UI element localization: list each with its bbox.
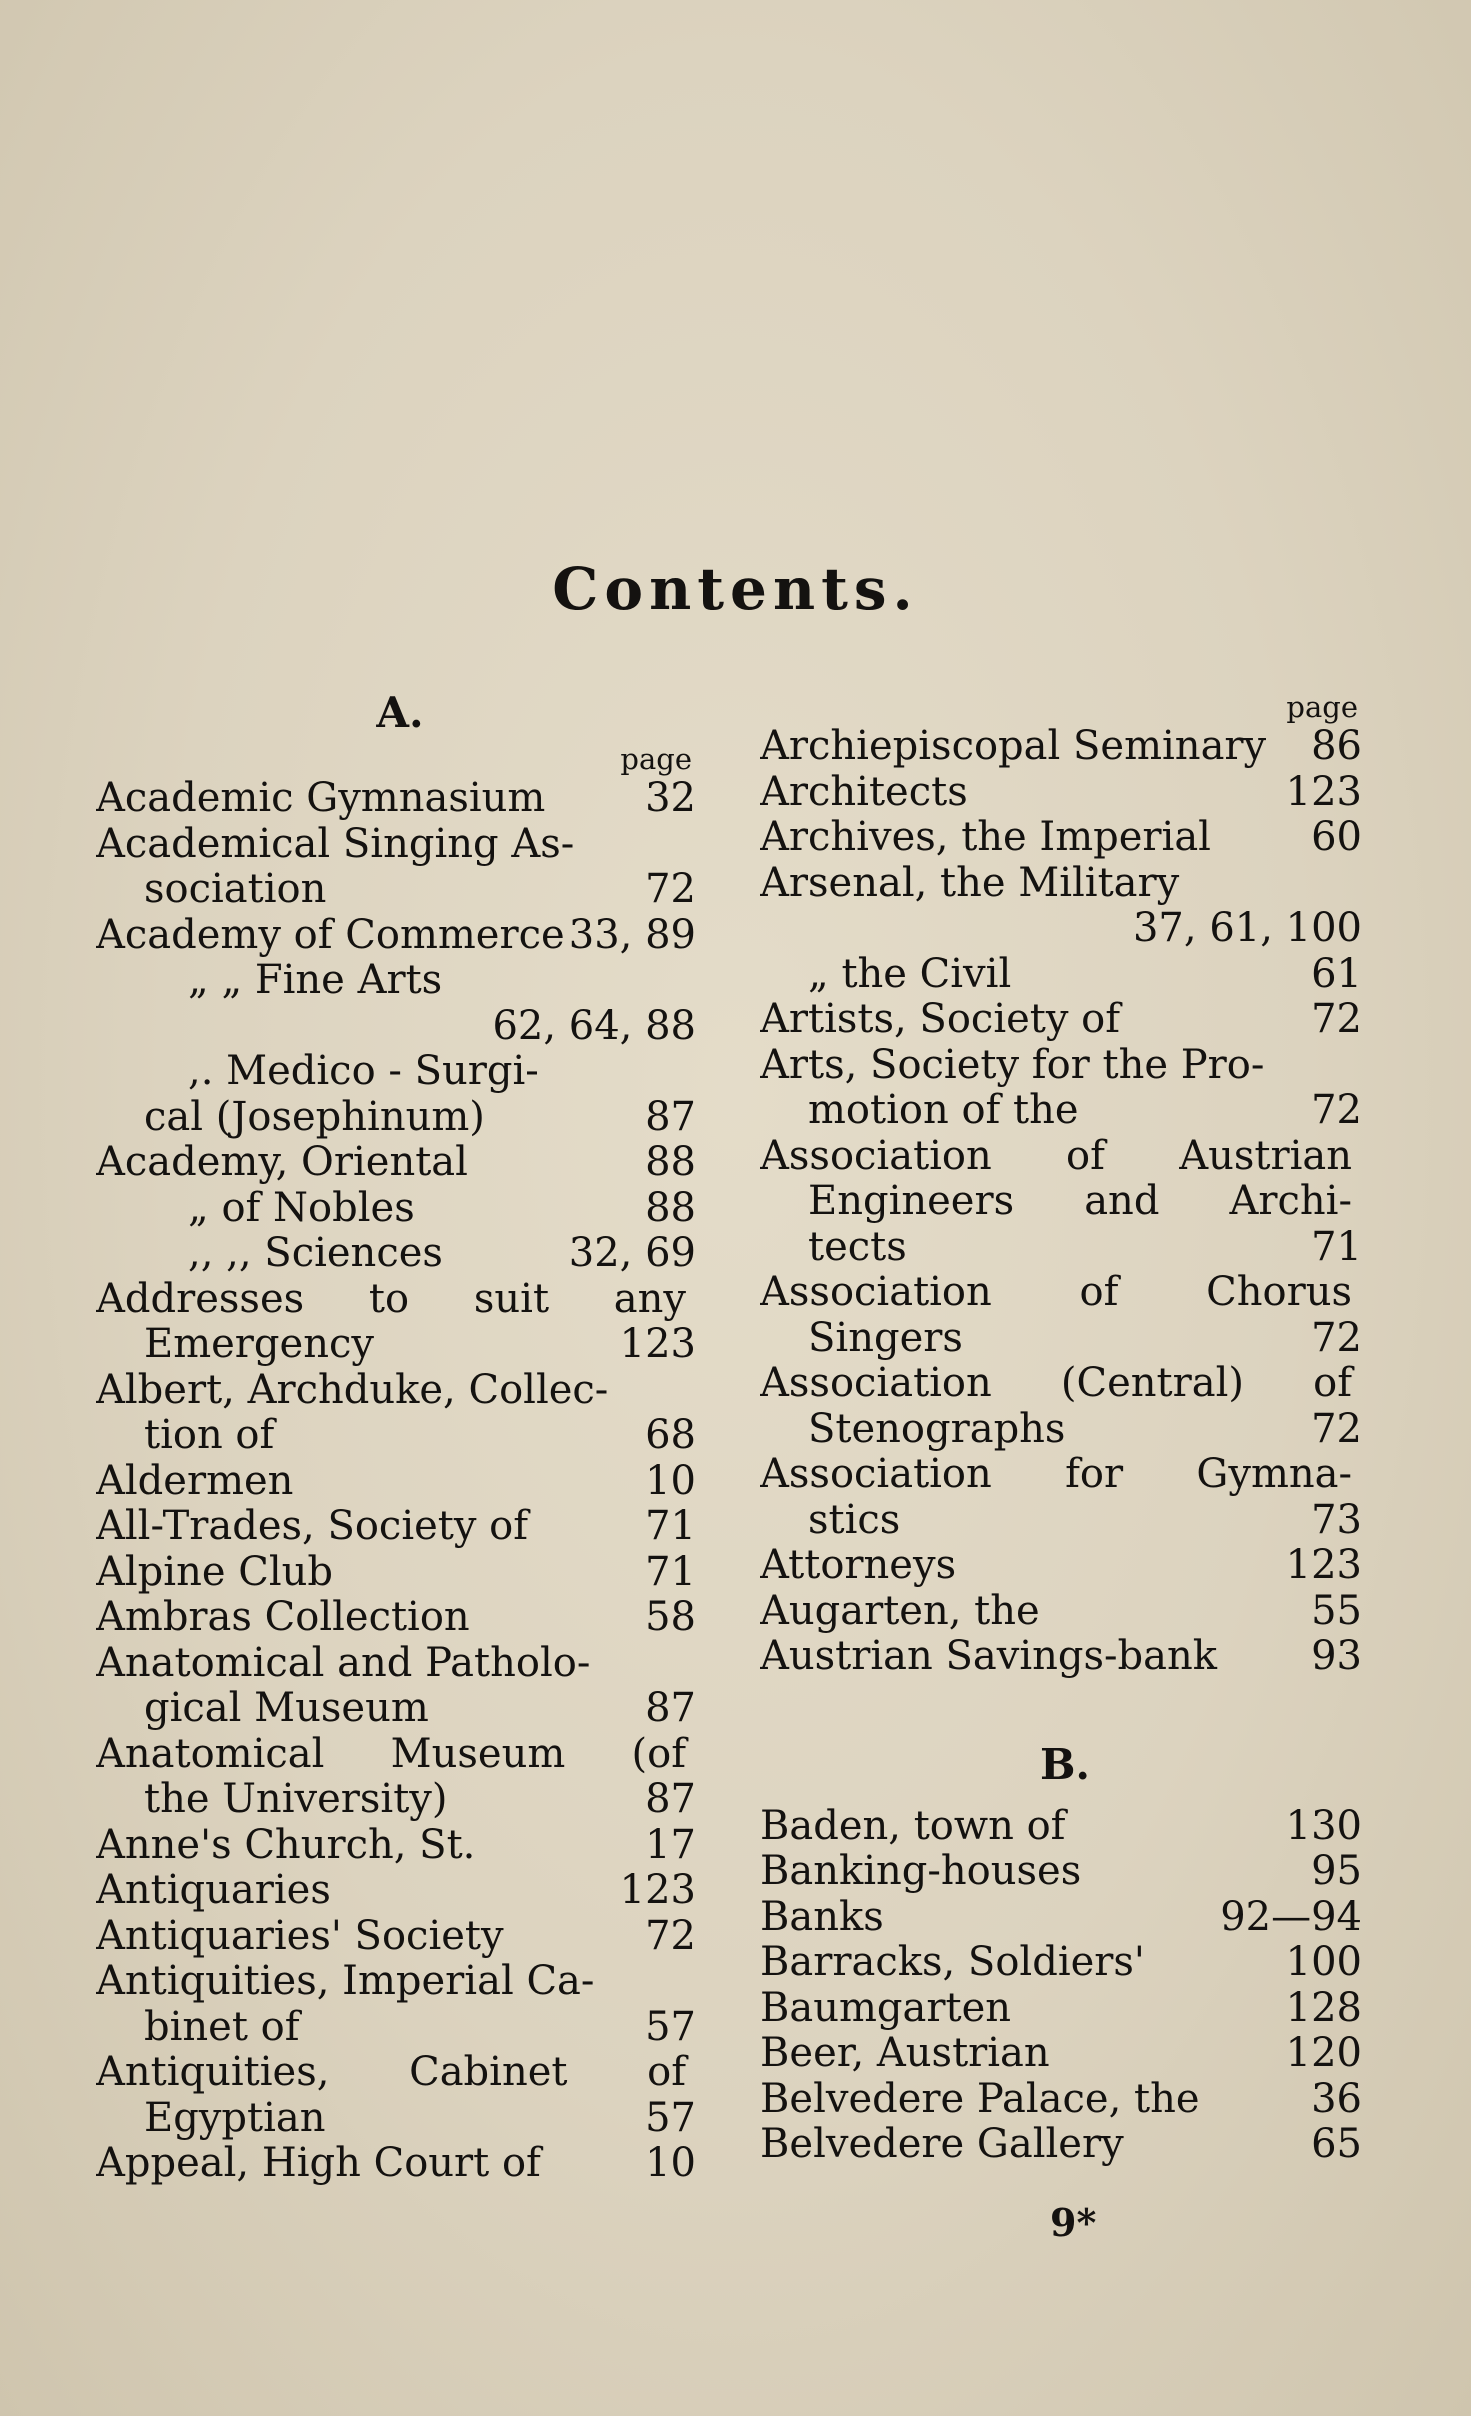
index-entry-text: Archives, the Imperial (760, 815, 1211, 860)
index-entry-text: sociation (144, 867, 327, 912)
index-entry-text: Baumgarten (760, 1985, 1012, 2031)
index-entry-text: Alpine Club (96, 1549, 333, 1595)
index-entry-page: 72 (1311, 1087, 1362, 1133)
index-entry-page: 32, 69 (568, 1230, 696, 1276)
index-entry-page: 130 (1285, 1802, 1362, 1849)
index-entry-text: Artists, Society of (760, 997, 1121, 1042)
index-entry-page: 120 (1285, 2030, 1362, 2076)
index-entry (760, 1986, 1362, 2032)
page-column-label: page (620, 742, 692, 776)
index-entry (96, 913, 696, 959)
index-entry (760, 1270, 1362, 1316)
index-entry (96, 1686, 696, 1732)
index-entry-page: 65 (1311, 2121, 1362, 2167)
index-entry (760, 815, 1362, 861)
index-entry-page: 123 (1285, 1542, 1362, 1588)
index-entry (96, 1732, 696, 1778)
index-entry-text: ,, ,, Sciences (188, 1231, 443, 1276)
index-entry-text: Anatomical and Patholo- (96, 1640, 591, 1686)
index-entry-text: Academy of Commerce (96, 912, 565, 958)
index-entries-b (760, 1804, 1362, 2168)
section-letter-a: A. (376, 688, 424, 737)
index-entry (760, 724, 1362, 770)
index-entry-text: „ the Civil (808, 951, 1012, 997)
index-entry-page: 68 (645, 1412, 696, 1458)
index-entry-text: cal (Josephinum) (144, 1094, 485, 1140)
index-entry (760, 770, 1362, 816)
index-entry-text: Archiepiscopal Seminary (760, 724, 1267, 769)
index-entry (760, 1361, 1362, 1407)
index-entry (760, 1895, 1362, 1941)
index-entry-text: Arsenal, the Military (760, 860, 1180, 906)
index-entry (760, 906, 1362, 952)
index-column-left (96, 690, 696, 2187)
index-entry-text: Banks (760, 1894, 884, 1940)
index-entry (96, 2096, 696, 2142)
index-entry-page: 57 (645, 2003, 696, 2050)
index-entry-page: 37, 61, 100 (1132, 905, 1362, 951)
index-entry (96, 1777, 696, 1823)
section-letter-b: B. (1039, 1739, 1091, 1789)
index-entry-text: Arts, Society for the Pro- (760, 1042, 1265, 1088)
index-entry-text: Augarten, the (760, 1588, 1040, 1634)
index-entry (760, 1452, 1362, 1498)
index-entry-page: 58 (645, 1594, 696, 1640)
index-entry-page: 33, 89 (568, 911, 696, 958)
index-entry (760, 2077, 1362, 2123)
index-entry (760, 1849, 1362, 1895)
page-title: Contents. (552, 555, 919, 623)
index-entry (96, 958, 696, 1004)
index-entry-page: 95 (1311, 1848, 1362, 1894)
index-entry-text: tion of (144, 1413, 275, 1458)
index-entry (760, 2122, 1362, 2168)
index-entry-text: binet of (144, 2004, 300, 2050)
index-entry (760, 1804, 1362, 1850)
index-entry (760, 1043, 1362, 1089)
index-entry (96, 1322, 696, 1368)
index-entry-page: 93 (1311, 1633, 1362, 1679)
index-entries-a-left (96, 776, 696, 2187)
index-entry-page: 61 (1311, 950, 1362, 997)
index-entry (96, 1595, 696, 1641)
index-entry-text: Addresses to suit any (96, 1276, 686, 1322)
index-entry (760, 861, 1362, 907)
index-entry (96, 1550, 696, 1596)
index-entry-text: stics (808, 1497, 901, 1543)
index-entry-page: 72 (1311, 996, 1362, 1042)
index-entry-text: All-Trades, Society of (96, 1504, 529, 1549)
index-entry-text: Appeal, High Court of (96, 2141, 541, 2186)
index-entry-text: Singers (808, 1315, 963, 1361)
index-entry-page: 71 (1311, 1223, 1362, 1270)
index-entry (96, 1868, 696, 1914)
index-entry-page: 123 (619, 1867, 696, 1913)
index-entry-page: 123 (619, 1321, 696, 1367)
index-entry (760, 1634, 1362, 1680)
index-entry-page: 128 (1285, 1984, 1362, 2031)
index-entry-page: 72 (1311, 1314, 1362, 1361)
index-entry (760, 1225, 1362, 1271)
index-entry-page: 123 (1285, 768, 1362, 815)
index-entry-text: Banking-houses (760, 1849, 1082, 1894)
index-entry-page: 87 (645, 1776, 696, 1822)
index-entry-text: Association (Central) of (760, 1361, 1352, 1406)
index-entry-text: „ of Nobles (188, 1185, 415, 1231)
index-entry (96, 1140, 696, 1186)
index-entry (760, 1316, 1362, 1362)
index-entry (760, 1407, 1362, 1453)
index-entry-text: Albert, Archduke, Collec- (96, 1367, 609, 1413)
index-entry-text: Baden, town of (760, 1803, 1066, 1849)
index-entry-text: tects (808, 1224, 907, 1270)
index-entry-text: Stenographs (808, 1406, 1066, 1452)
index-entry (760, 1179, 1362, 1225)
index-entry-text: Ambras Collection (96, 1595, 470, 1640)
index-entry-text: Antiquaries (96, 1868, 331, 1913)
index-entry-text: Antiquaries' Society (96, 1913, 504, 1959)
index-entry (96, 2141, 696, 2187)
index-entry (760, 1940, 1362, 1986)
index-entry (760, 1088, 1362, 1134)
index-entry-text: Association of Austrian (760, 1133, 1352, 1179)
index-entry (96, 1459, 696, 1505)
index-entry-text: motion of the (808, 1088, 1079, 1133)
index-entry (96, 2050, 696, 2096)
index-entry-text: Association for Gymna- (760, 1452, 1352, 1497)
index-entry-text: Architects (760, 769, 968, 815)
index-entry-text: Emergency (144, 1322, 374, 1367)
index-entry (96, 1641, 696, 1687)
page-column-label: page (1286, 690, 1358, 724)
index-entry (96, 822, 696, 868)
index-entry (96, 1914, 696, 1960)
index-entry-text: Belvedere Palace, the (760, 2076, 1200, 2122)
index-entry-text: Association of Chorus (760, 1270, 1352, 1315)
index-entry (760, 997, 1362, 1043)
index-entry-text: „ „ Fine Arts (188, 958, 443, 1003)
index-entry-page: 57 (645, 2094, 696, 2141)
index-entry (96, 1504, 696, 1550)
index-entry (760, 1589, 1362, 1635)
index-entry-page: 71 (645, 1548, 696, 1595)
index-entry (96, 1095, 696, 1141)
index-entry (96, 1413, 696, 1459)
index-entry-page: 73 (1311, 1496, 1362, 1543)
index-entry (96, 1049, 696, 1095)
index-entry-page: 60 (1311, 814, 1362, 860)
index-entry-page: 32 (645, 775, 696, 821)
index-column-right (760, 690, 1362, 2168)
index-entry (96, 1277, 696, 1323)
index-entry-text: Belvedere Gallery (760, 2122, 1124, 2167)
index-entry-page: 72 (645, 866, 696, 912)
index-entry-page: 10 (645, 2140, 696, 2186)
index-entry-page: 72 (1311, 1405, 1362, 1452)
index-entry-text: Aldermen (96, 1458, 294, 1504)
index-entry-page: 86 (1311, 723, 1362, 769)
index-entry (96, 1823, 696, 1869)
index-entry (96, 867, 696, 913)
index-entry-text: Academic Gymnasium (96, 776, 546, 821)
index-entry-page: 87 (645, 1685, 696, 1731)
index-entry (760, 2031, 1362, 2077)
index-entry-page: 72 (645, 1912, 696, 1959)
index-entry (96, 1959, 696, 2005)
index-entry (760, 1543, 1362, 1589)
index-entry (760, 1134, 1362, 1180)
index-entry-page: 62, 64, 88 (492, 1002, 696, 1049)
index-entry-text: Egyptian (144, 2095, 326, 2141)
index-entry-text: Academy, Oriental (96, 1140, 468, 1185)
index-entry (760, 952, 1362, 998)
folio-number: 9* (1050, 2200, 1097, 2245)
index-entry (96, 2005, 696, 2051)
index-entry (96, 1186, 696, 1232)
index-entry-text: ,. Medico - Surgi- (188, 1049, 539, 1094)
index-entry-page: 87 (645, 1093, 696, 1140)
index-entry-text: Engineers and Archi- (808, 1179, 1352, 1224)
index-entry-text: Beer, Austrian (760, 2031, 1050, 2076)
index-entry-text: Antiquities, Cabinet of (96, 2050, 686, 2095)
index-entry-page: 88 (645, 1184, 696, 1231)
index-entry-page: 55 (1311, 1587, 1362, 1634)
index-entry-page: 88 (645, 1139, 696, 1185)
index-entry-text: Attorneys (760, 1543, 957, 1588)
index-entry-text: Anatomical Museum (of (96, 1731, 686, 1777)
index-entry (96, 1004, 696, 1050)
index-entry-page: 100 (1285, 1939, 1362, 1985)
index-entry-page: 36 (1311, 2075, 1362, 2122)
index-entry (96, 1368, 696, 1414)
index-entries-a-right (760, 724, 1362, 1680)
index-entry-page: 17 (645, 1821, 696, 1868)
index-entry-text: Academical Singing As- (96, 821, 575, 867)
index-entry-text: Austrian Savings-bank (760, 1634, 1217, 1679)
index-entry-text: Antiquities, Imperial Ca- (96, 1959, 595, 2004)
index-entry-page: 10 (645, 1457, 696, 1504)
index-entry (96, 1231, 696, 1277)
index-entry-text: Anne's Church, St. (96, 1822, 476, 1868)
index-entry (96, 776, 696, 822)
index-entry-page: 92—94 (1220, 1893, 1362, 1940)
index-entry-text: the University) (144, 1777, 448, 1822)
index-entry-text: Barracks, Soldiers' (760, 1940, 1145, 1985)
index-entry (760, 1498, 1362, 1544)
index-entry-text: gical Museum (144, 1686, 429, 1731)
index-entry-page: 71 (645, 1503, 696, 1549)
